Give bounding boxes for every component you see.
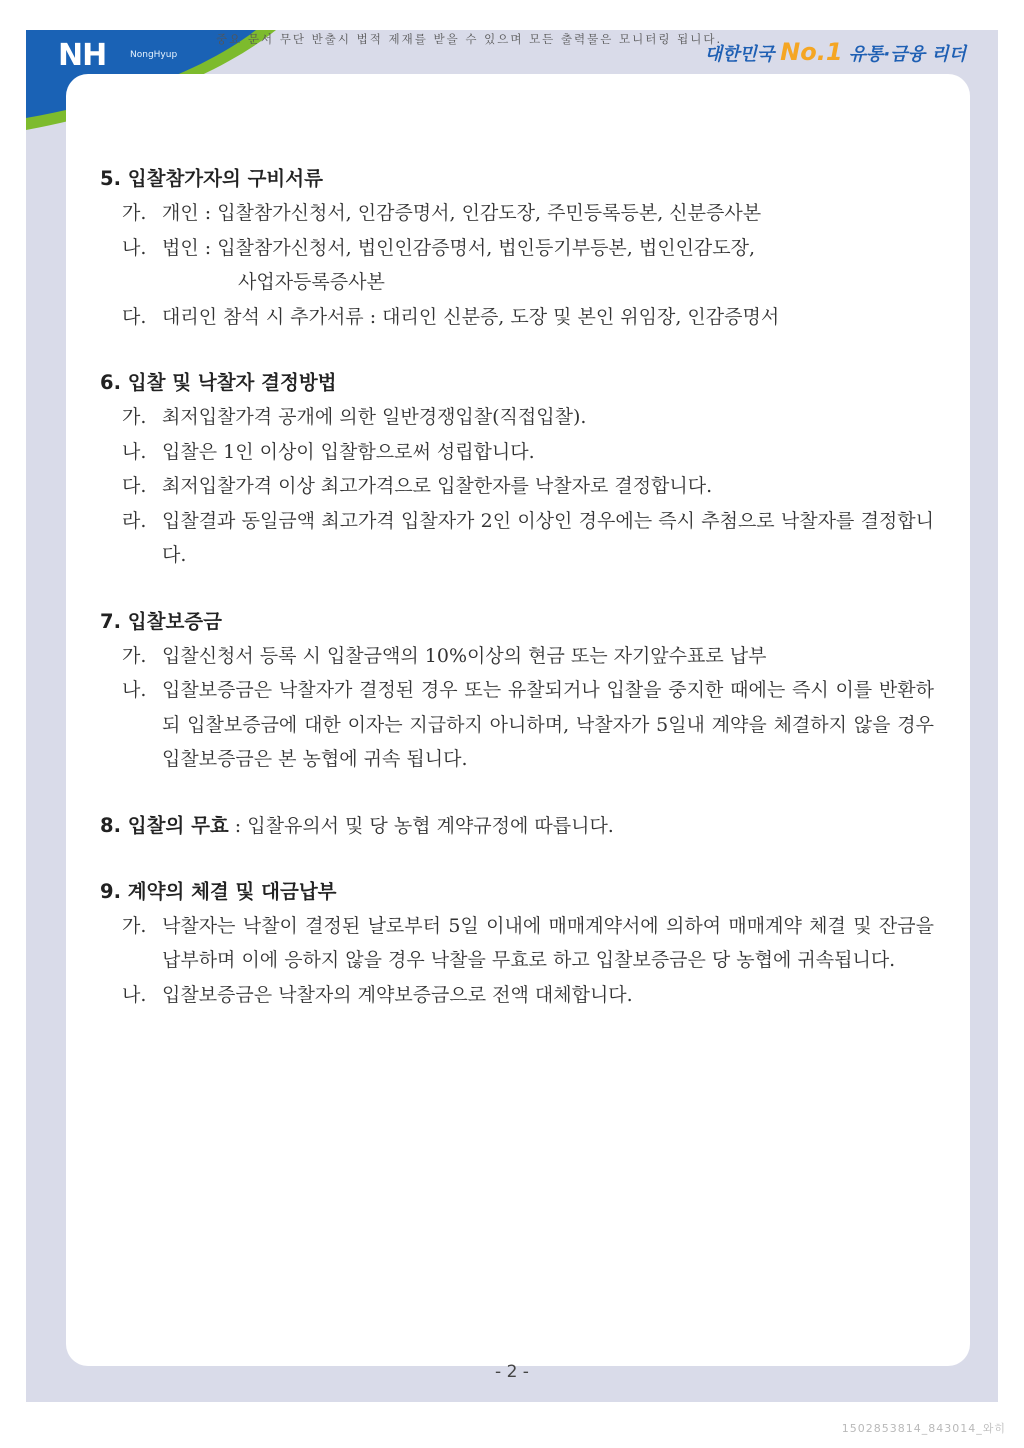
list-item: 나. 입찰은 1인 이상이 입찰함으로써 성립합니다. (122, 440, 535, 463)
list-item: 나. 입찰보증금은 낙찰자가 결정된 경우 또는 유찰되거나 입찰을 중지한 때에는 즉시 이를 반환하되 입찰보증금에 대한 이자는 지급하지 아니하며, 낙찰자가 5일내 계약을 체결하지 않을 경우 입찰보증금은 본 농협에 귀속 됩니다. (122, 679, 934, 770)
list-item: 다. 최저입찰가격 이상 최고가격으로 입찰한자를 낙찰자로 결정합니다. (122, 475, 713, 497)
slogan-right: 유통·금융 리더 (848, 44, 966, 65)
list-item: 가. 낙찰자는 낙찰이 결정된 날로부터 5일 이내에 매매계약서에 의하여 매매계약 체결 및 잔금을 납부하며 이에 응하지 않을 경우 낙찰을 무효로 하고 입찰보증금은 당 농협에 귀속됩니다. (122, 914, 934, 971)
slogan (705, 38, 966, 66)
slogan-left: 대한민국 (704, 44, 775, 65)
section-title: 8. 입찰의 무효 : 입찰유의서 및 당 농협 계약규정에 따릅니다. (100, 813, 614, 837)
section-bid-invalidity (74, 809, 934, 843)
confidential-notice: 중요 문서 무단 반출시 법적 제재를 받을 수 있으며 모든 출력물은 모니터링 됩니다. (216, 32, 723, 46)
section-contract-payment (74, 875, 934, 1013)
section-title: 9. 계약의 체결 및 대금납부 (100, 879, 337, 903)
list-item: 가. 개인 : 입찰참가신청서, 인감증명서, 인감도장, 주민등록등본, 신분증사본 (122, 202, 762, 224)
section-title: 7. 입찰보증금 (100, 609, 222, 633)
list-item: 나. 법인 : 입찰참가신청서, 법인인감증명서, 법인등기부등본, 법인인감도장, (122, 236, 756, 259)
section-bid-deposit (74, 605, 934, 777)
section-title: 5. 입찰참가자의 구비서류 (100, 167, 323, 190)
nh-logo: NH (58, 38, 107, 73)
page-number: - 2 - (495, 1362, 529, 1382)
document-body (74, 162, 934, 1044)
section-required-documents (74, 162, 934, 334)
slogan-no1: No.1 (780, 38, 843, 66)
footer-stamp: 1502853814_843014_와히 (841, 1422, 1006, 1435)
list-item: 가. 입찰신청서 등록 시 입찰금액의 10%이상의 현금 또는 자기앞수표로 납부 (122, 644, 767, 667)
section-title: 6. 입찰 및 낙찰자 결정방법 (100, 371, 337, 394)
list-item: 가. 최저입찰가격 공개에 의한 일반경쟁입찰(직접입찰). (122, 406, 587, 428)
list-item-continuation: 사업자등록증사본 (238, 271, 385, 293)
nh-logo-sub: NongHyup (130, 50, 178, 60)
list-item: 라. 입찰결과 동일금액 최고가격 입찰자가 2인 이상인 경우에는 즉시 추첨으로 낙찰자를 결정합니다. (122, 509, 934, 566)
list-item: 다. 대리인 참석 시 추가서류 : 대리인 신분증, 도장 및 본인 위임장, 인감증명서 (122, 305, 780, 328)
list-item: 나. 입찰보증금은 낙찰자의 계약보증금으로 전액 대체합니다. (122, 983, 633, 1006)
section-bid-method (74, 366, 934, 573)
